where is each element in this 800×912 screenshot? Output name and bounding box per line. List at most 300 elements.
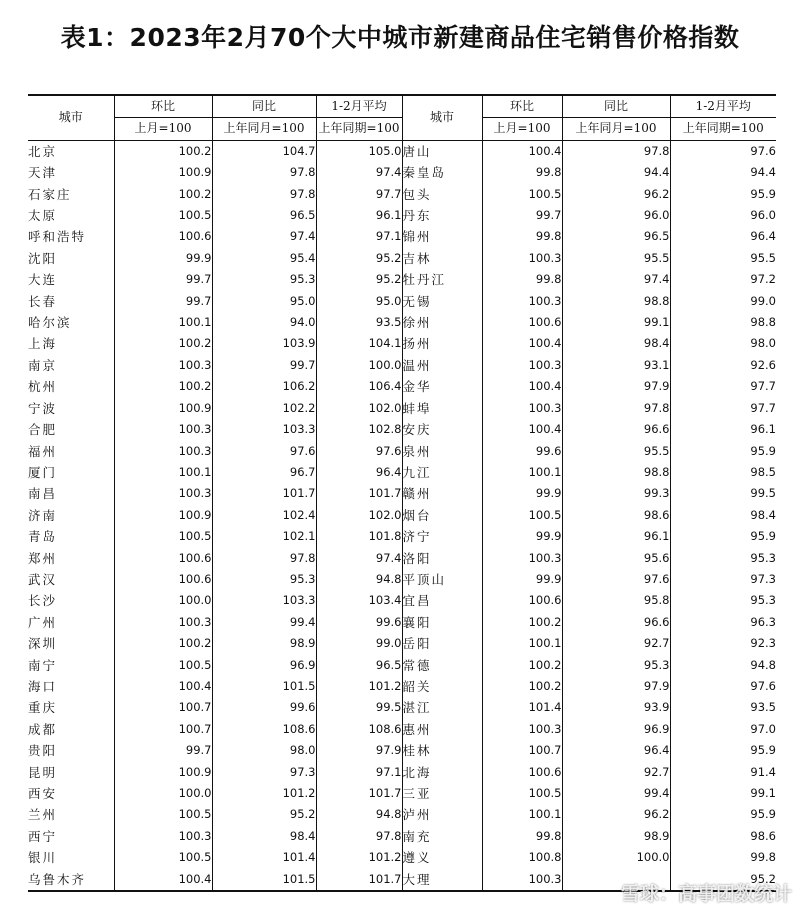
city-cell: 锦州 (402, 226, 482, 247)
header-avg: 1-2月平均 (316, 95, 402, 118)
city-cell: 金华 (402, 376, 482, 397)
table-row (28, 205, 776, 226)
city-cell: 泸州 (402, 804, 482, 825)
table-row (28, 783, 776, 804)
city-cell: 银川 (28, 850, 58, 866)
avg-cell: 95.3 (670, 548, 776, 569)
table-row (28, 505, 776, 526)
mom-cell: 100.2 (114, 333, 212, 354)
avg-cell: 91.4 (670, 762, 776, 783)
avg-cell: 102.8 (316, 419, 402, 440)
avg-cell: 94.8 (316, 804, 402, 825)
avg-cell: 96.4 (316, 462, 402, 483)
mom-cell: 100.1 (114, 312, 212, 333)
city-cell: 洛阳 (402, 548, 482, 569)
mom-cell: 100.4 (114, 869, 212, 891)
yoy-cell: 98.9 (562, 826, 670, 847)
avg-cell: 99.5 (316, 697, 402, 718)
mom-cell: 100.2 (114, 184, 212, 205)
mom-cell: 100.5 (114, 655, 212, 676)
yoy-cell: 103.3 (212, 419, 316, 440)
yoy-cell: 96.9 (562, 719, 670, 740)
mom-cell: 100.9 (114, 505, 212, 526)
city-cell: 成都 (28, 721, 58, 737)
table-row (28, 548, 776, 569)
mom-cell: 100.3 (114, 441, 212, 462)
table-row (28, 740, 776, 761)
mom-cell: 100.2 (114, 633, 212, 654)
yoy-cell: 99.7 (212, 355, 316, 376)
avg-cell: 96.3 (670, 612, 776, 633)
avg-cell: 98.4 (670, 505, 776, 526)
mom-cell: 100.2 (482, 676, 562, 697)
city-cell: 宁波 (28, 400, 58, 416)
table-row (28, 462, 776, 483)
yoy-cell: 101.5 (212, 676, 316, 697)
yoy-cell: 104.7 (212, 140, 316, 162)
city-cell: 昆明 (28, 764, 58, 780)
avg-cell: 97.7 (670, 376, 776, 397)
mom-cell: 100.2 (114, 140, 212, 162)
mom-cell: 100.3 (482, 719, 562, 740)
city-cell: 烟台 (402, 505, 482, 526)
avg-cell: 105.0 (316, 140, 402, 162)
avg-cell: 96.0 (670, 205, 776, 226)
table-row (28, 847, 776, 868)
city-cell: 平顶山 (402, 569, 482, 590)
city-cell: 太原 (28, 208, 58, 224)
yoy-cell: 96.2 (562, 184, 670, 205)
mom-cell: 100.6 (114, 226, 212, 247)
yoy-cell: 106.2 (212, 376, 316, 397)
yoy-cell: 101.5 (212, 869, 316, 891)
table-row (28, 526, 776, 547)
yoy-cell: 102.2 (212, 398, 316, 419)
mom-cell: 100.7 (114, 719, 212, 740)
mom-cell: 99.8 (482, 162, 562, 183)
yoy-cell: 95.5 (562, 248, 670, 269)
yoy-cell: 99.4 (562, 783, 670, 804)
table-row (28, 140, 776, 162)
mom-cell: 99.6 (482, 441, 562, 462)
avg-cell: 101.8 (316, 526, 402, 547)
mom-cell: 100.6 (114, 569, 212, 590)
mom-cell: 100.2 (482, 612, 562, 633)
table-row (28, 826, 776, 847)
avg-cell: 97.9 (316, 740, 402, 761)
mom-cell: 99.7 (482, 205, 562, 226)
header-mom: 环比 (482, 95, 562, 118)
yoy-cell: 96.5 (562, 226, 670, 247)
mom-cell: 100.2 (114, 376, 212, 397)
yoy-cell: 95.5 (562, 441, 670, 462)
yoy-cell: 95.3 (212, 269, 316, 290)
city-cell: 泉州 (402, 441, 482, 462)
avg-cell: 93.5 (316, 312, 402, 333)
city-cell: 武汉 (28, 571, 58, 587)
mom-cell: 100.7 (482, 740, 562, 761)
avg-cell: 93.5 (670, 697, 776, 718)
mom-cell: 99.9 (482, 526, 562, 547)
avg-cell: 97.8 (316, 826, 402, 847)
avg-cell: 97.4 (316, 162, 402, 183)
city-cell: 石家庄 (28, 186, 72, 202)
yoy-cell: 98.8 (562, 462, 670, 483)
city-cell: 海口 (28, 678, 58, 694)
city-cell: 惠州 (402, 719, 482, 740)
mom-cell: 100.9 (114, 762, 212, 783)
mom-cell: 100.3 (114, 355, 212, 376)
avg-cell: 101.7 (316, 783, 402, 804)
yoy-cell: 100.0 (562, 847, 670, 868)
yoy-cell: 103.9 (212, 333, 316, 354)
city-cell: 三亚 (402, 783, 482, 804)
avg-cell: 95.2 (670, 869, 776, 891)
table-row (28, 376, 776, 397)
city-cell: 兰州 (28, 807, 58, 823)
yoy-cell: 96.5 (212, 205, 316, 226)
yoy-cell: 94.0 (212, 312, 316, 333)
mom-cell: 100.5 (114, 526, 212, 547)
avg-cell: 106.4 (316, 376, 402, 397)
yoy-cell: 103.3 (212, 590, 316, 611)
city-cell: 扬州 (402, 333, 482, 354)
mom-cell: 100.3 (482, 548, 562, 569)
city-cell: 西安 (28, 786, 58, 801)
city-cell: 长春 (28, 293, 58, 309)
yoy-cell: 98.9 (212, 633, 316, 654)
avg-cell: 94.8 (670, 655, 776, 676)
table-row (28, 676, 776, 697)
avg-cell: 97.3 (670, 569, 776, 590)
yoy-cell: 98.6 (562, 505, 670, 526)
city-cell: 杭州 (28, 379, 58, 395)
city-cell: 蚌埠 (402, 398, 482, 419)
yoy-cell: 97.8 (212, 548, 316, 569)
yoy-cell: 93.1 (562, 355, 670, 376)
yoy-cell: 101.7 (212, 483, 316, 504)
mom-cell: 100.6 (482, 590, 562, 611)
header-yoy: 同比 (212, 95, 316, 118)
avg-cell: 97.6 (316, 441, 402, 462)
yoy-cell: 98.4 (212, 826, 316, 847)
avg-cell: 101.7 (316, 869, 402, 891)
mom-cell: 100.6 (482, 312, 562, 333)
yoy-cell: 99.4 (212, 612, 316, 633)
avg-cell: 101.2 (316, 676, 402, 697)
avg-cell: 95.9 (670, 740, 776, 761)
mom-cell: 100.3 (482, 869, 562, 891)
yoy-cell: 101.4 (212, 847, 316, 868)
header-mom: 环比 (114, 95, 212, 118)
yoy-cell: 97.9 (562, 676, 670, 697)
table-row (28, 226, 776, 247)
city-cell: 北京 (28, 143, 58, 159)
avg-cell: 102.0 (316, 398, 402, 419)
city-cell: 岳阳 (402, 633, 482, 654)
yoy-cell: 97.8 (212, 184, 316, 205)
mom-cell: 100.4 (482, 140, 562, 162)
avg-cell: 104.1 (316, 333, 402, 354)
table-row (28, 697, 776, 718)
mom-cell: 100.3 (114, 419, 212, 440)
mom-cell: 100.3 (114, 612, 212, 633)
avg-cell: 97.1 (316, 226, 402, 247)
mom-cell: 100.3 (114, 826, 212, 847)
city-cell: 长沙 (28, 593, 58, 609)
city-cell: 赣州 (402, 483, 482, 504)
avg-cell: 94.8 (316, 569, 402, 590)
header-mom-base: 上月=100 (114, 118, 212, 140)
city-cell: 包头 (402, 184, 482, 205)
avg-cell: 99.6 (316, 612, 402, 633)
yoy-cell: 96.1 (562, 526, 670, 547)
avg-cell: 97.2 (670, 269, 776, 290)
yoy-cell: 98.0 (212, 740, 316, 761)
mom-cell: 100.3 (482, 355, 562, 376)
avg-cell: 99.1 (670, 783, 776, 804)
page-title: 表1：2023年2月70个大中城市新建商品住宅销售价格指数 (60, 23, 740, 52)
mom-cell: 99.8 (482, 226, 562, 247)
table-row (28, 633, 776, 654)
yoy-cell: 97.8 (562, 140, 670, 162)
header-avg-base: 上年同期=100 (316, 118, 402, 140)
yoy-cell: 92.7 (562, 633, 670, 654)
city-cell: 吉林 (402, 248, 482, 269)
header-yoy-base: 上年同月=100 (562, 118, 670, 140)
yoy-cell: 95.3 (562, 655, 670, 676)
table-row (28, 248, 776, 269)
mom-cell: 100.3 (482, 248, 562, 269)
watermark: 雪球：高事团数统计 (620, 883, 792, 905)
mom-cell: 100.5 (482, 184, 562, 205)
avg-cell: 97.6 (670, 140, 776, 162)
header-avg-base: 上年同期=100 (670, 118, 776, 140)
avg-cell: 98.8 (670, 312, 776, 333)
table-row (28, 762, 776, 783)
mom-cell: 99.9 (114, 248, 212, 269)
avg-cell: 95.9 (670, 804, 776, 825)
mom-cell: 100.5 (114, 847, 212, 868)
city-cell: 桂林 (402, 740, 482, 761)
yoy-cell: 102.1 (212, 526, 316, 547)
mom-cell: 100.0 (114, 783, 212, 804)
yoy-cell: 97.4 (212, 226, 316, 247)
avg-cell: 96.1 (316, 205, 402, 226)
avg-cell: 108.6 (316, 719, 402, 740)
avg-cell: 96.5 (316, 655, 402, 676)
table-row (28, 419, 776, 440)
avg-cell: 99.0 (316, 633, 402, 654)
avg-cell: 99.0 (670, 291, 776, 312)
city-cell: 济宁 (402, 526, 482, 547)
avg-cell: 97.0 (670, 719, 776, 740)
yoy-cell: 99.1 (562, 312, 670, 333)
city-cell: 南充 (402, 826, 482, 847)
city-cell: 湛江 (402, 697, 482, 718)
yoy-cell: 95.8 (562, 590, 670, 611)
table-row (28, 441, 776, 462)
avg-cell: 95.5 (670, 248, 776, 269)
city-cell: 西宁 (28, 828, 58, 844)
mom-cell: 100.5 (114, 804, 212, 825)
mom-cell: 100.6 (482, 762, 562, 783)
avg-cell: 97.1 (316, 762, 402, 783)
mom-cell: 99.7 (114, 291, 212, 312)
mom-cell: 101.4 (482, 697, 562, 718)
table-row (28, 569, 776, 590)
mom-cell: 100.7 (114, 697, 212, 718)
yoy-cell: 94.4 (562, 162, 670, 183)
city-cell: 大理 (402, 869, 482, 891)
yoy-cell: 97.6 (212, 441, 316, 462)
mom-cell: 100.8 (482, 847, 562, 868)
avg-cell: 97.7 (670, 398, 776, 419)
avg-cell: 99.8 (670, 847, 776, 868)
city-cell: 贵阳 (28, 743, 58, 759)
city-cell: 上海 (28, 336, 58, 352)
mom-cell: 100.4 (114, 676, 212, 697)
avg-cell: 101.2 (316, 847, 402, 868)
city-cell: 福州 (28, 443, 58, 459)
mom-cell: 100.4 (482, 419, 562, 440)
yoy-cell: 98.4 (562, 333, 670, 354)
mom-cell: 100.5 (482, 783, 562, 804)
yoy-cell: 92.7 (562, 762, 670, 783)
city-cell: 九江 (402, 462, 482, 483)
avg-cell: 98.5 (670, 462, 776, 483)
city-cell: 安庆 (402, 419, 482, 440)
mom-cell: 100.5 (114, 205, 212, 226)
mom-cell: 100.2 (482, 655, 562, 676)
mom-cell: 100.3 (114, 483, 212, 504)
avg-cell: 101.7 (316, 483, 402, 504)
city-cell: 襄阳 (402, 612, 482, 633)
header-city: 城市 (402, 95, 482, 140)
avg-cell: 96.4 (670, 226, 776, 247)
avg-cell: 99.5 (670, 483, 776, 504)
city-cell: 厦门 (28, 464, 58, 480)
header-row (28, 95, 776, 118)
yoy-cell: 96.6 (562, 612, 670, 633)
avg-cell: 95.9 (670, 441, 776, 462)
mom-cell: 99.7 (114, 269, 212, 290)
mom-cell: 100.3 (482, 291, 562, 312)
city-cell: 韶关 (402, 676, 482, 697)
yoy-cell: 101.2 (212, 783, 316, 804)
yoy-cell: 96.0 (562, 205, 670, 226)
mom-cell: 100.3 (482, 398, 562, 419)
yoy-cell: 97.4 (562, 269, 670, 290)
yoy-cell: 102.4 (212, 505, 316, 526)
header-yoy-base: 上年同月=100 (212, 118, 316, 140)
mom-cell: 100.5 (482, 505, 562, 526)
table-row (28, 312, 776, 333)
header-yoy: 同比 (562, 95, 670, 118)
price-index-table (28, 94, 776, 892)
yoy-cell: 108.6 (212, 719, 316, 740)
city-cell: 哈尔滨 (28, 315, 72, 331)
mom-cell: 100.1 (482, 462, 562, 483)
avg-cell: 92.3 (670, 633, 776, 654)
avg-cell: 95.2 (316, 269, 402, 290)
city-cell: 秦皇岛 (402, 162, 482, 183)
yoy-cell: 97.3 (212, 762, 316, 783)
table-row (28, 291, 776, 312)
avg-cell: 95.2 (316, 248, 402, 269)
avg-cell: 96.1 (670, 419, 776, 440)
header-city: 城市 (28, 95, 114, 140)
city-cell: 大连 (28, 272, 58, 288)
mom-cell: 99.8 (482, 826, 562, 847)
avg-cell: 95.9 (670, 184, 776, 205)
city-cell: 北海 (402, 762, 482, 783)
header-avg: 1-2月平均 (670, 95, 776, 118)
mom-cell: 99.8 (482, 269, 562, 290)
yoy-cell: 96.9 (212, 655, 316, 676)
mom-cell: 99.7 (114, 740, 212, 761)
city-cell: 南宁 (28, 657, 58, 673)
city-cell: 广州 (28, 614, 58, 630)
mom-cell: 100.1 (482, 804, 562, 825)
city-cell: 天津 (28, 165, 58, 181)
mom-cell: 99.9 (482, 483, 562, 504)
city-cell: 重庆 (28, 700, 58, 716)
yoy-cell: 96.6 (562, 419, 670, 440)
avg-cell: 92.6 (670, 355, 776, 376)
city-cell: 南昌 (28, 486, 58, 502)
avg-cell: 98.0 (670, 333, 776, 354)
avg-cell: 100.0 (316, 355, 402, 376)
city-cell: 温州 (402, 355, 482, 376)
yoy-cell: 96.4 (562, 740, 670, 761)
yoy-cell: 93.9 (562, 697, 670, 718)
avg-cell: 102.0 (316, 505, 402, 526)
table-row (28, 184, 776, 205)
table-row (28, 483, 776, 504)
yoy-cell: 96.2 (562, 804, 670, 825)
yoy-cell: 99.6 (212, 697, 316, 718)
mom-cell: 100.4 (482, 333, 562, 354)
yoy-cell: 97.8 (562, 398, 670, 419)
city-cell: 深圳 (28, 636, 58, 652)
mom-cell: 100.9 (114, 398, 212, 419)
yoy-cell: 95.3 (212, 569, 316, 590)
mom-cell: 100.1 (482, 633, 562, 654)
table-row (28, 719, 776, 740)
yoy-cell: 98.8 (562, 291, 670, 312)
yoy-cell: 97.9 (562, 376, 670, 397)
table-row (28, 269, 776, 290)
table-row (28, 612, 776, 633)
yoy-cell: 97.6 (562, 569, 670, 590)
city-cell: 乌鲁木齐 (28, 869, 114, 891)
avg-cell: 97.4 (316, 548, 402, 569)
avg-cell: 94.4 (670, 162, 776, 183)
table-row (28, 333, 776, 354)
yoy-cell: 95.4 (212, 248, 316, 269)
yoy-cell: 95.2 (212, 804, 316, 825)
city-cell: 宜昌 (402, 590, 482, 611)
mom-cell: 99.9 (482, 569, 562, 590)
city-cell: 徐州 (402, 312, 482, 333)
city-cell: 合肥 (28, 422, 58, 438)
city-cell: 唐山 (402, 140, 482, 162)
city-cell: 牡丹江 (402, 269, 482, 290)
mom-cell: 100.4 (482, 376, 562, 397)
yoy-cell: 99.3 (562, 483, 670, 504)
city-cell: 沈阳 (28, 250, 58, 266)
